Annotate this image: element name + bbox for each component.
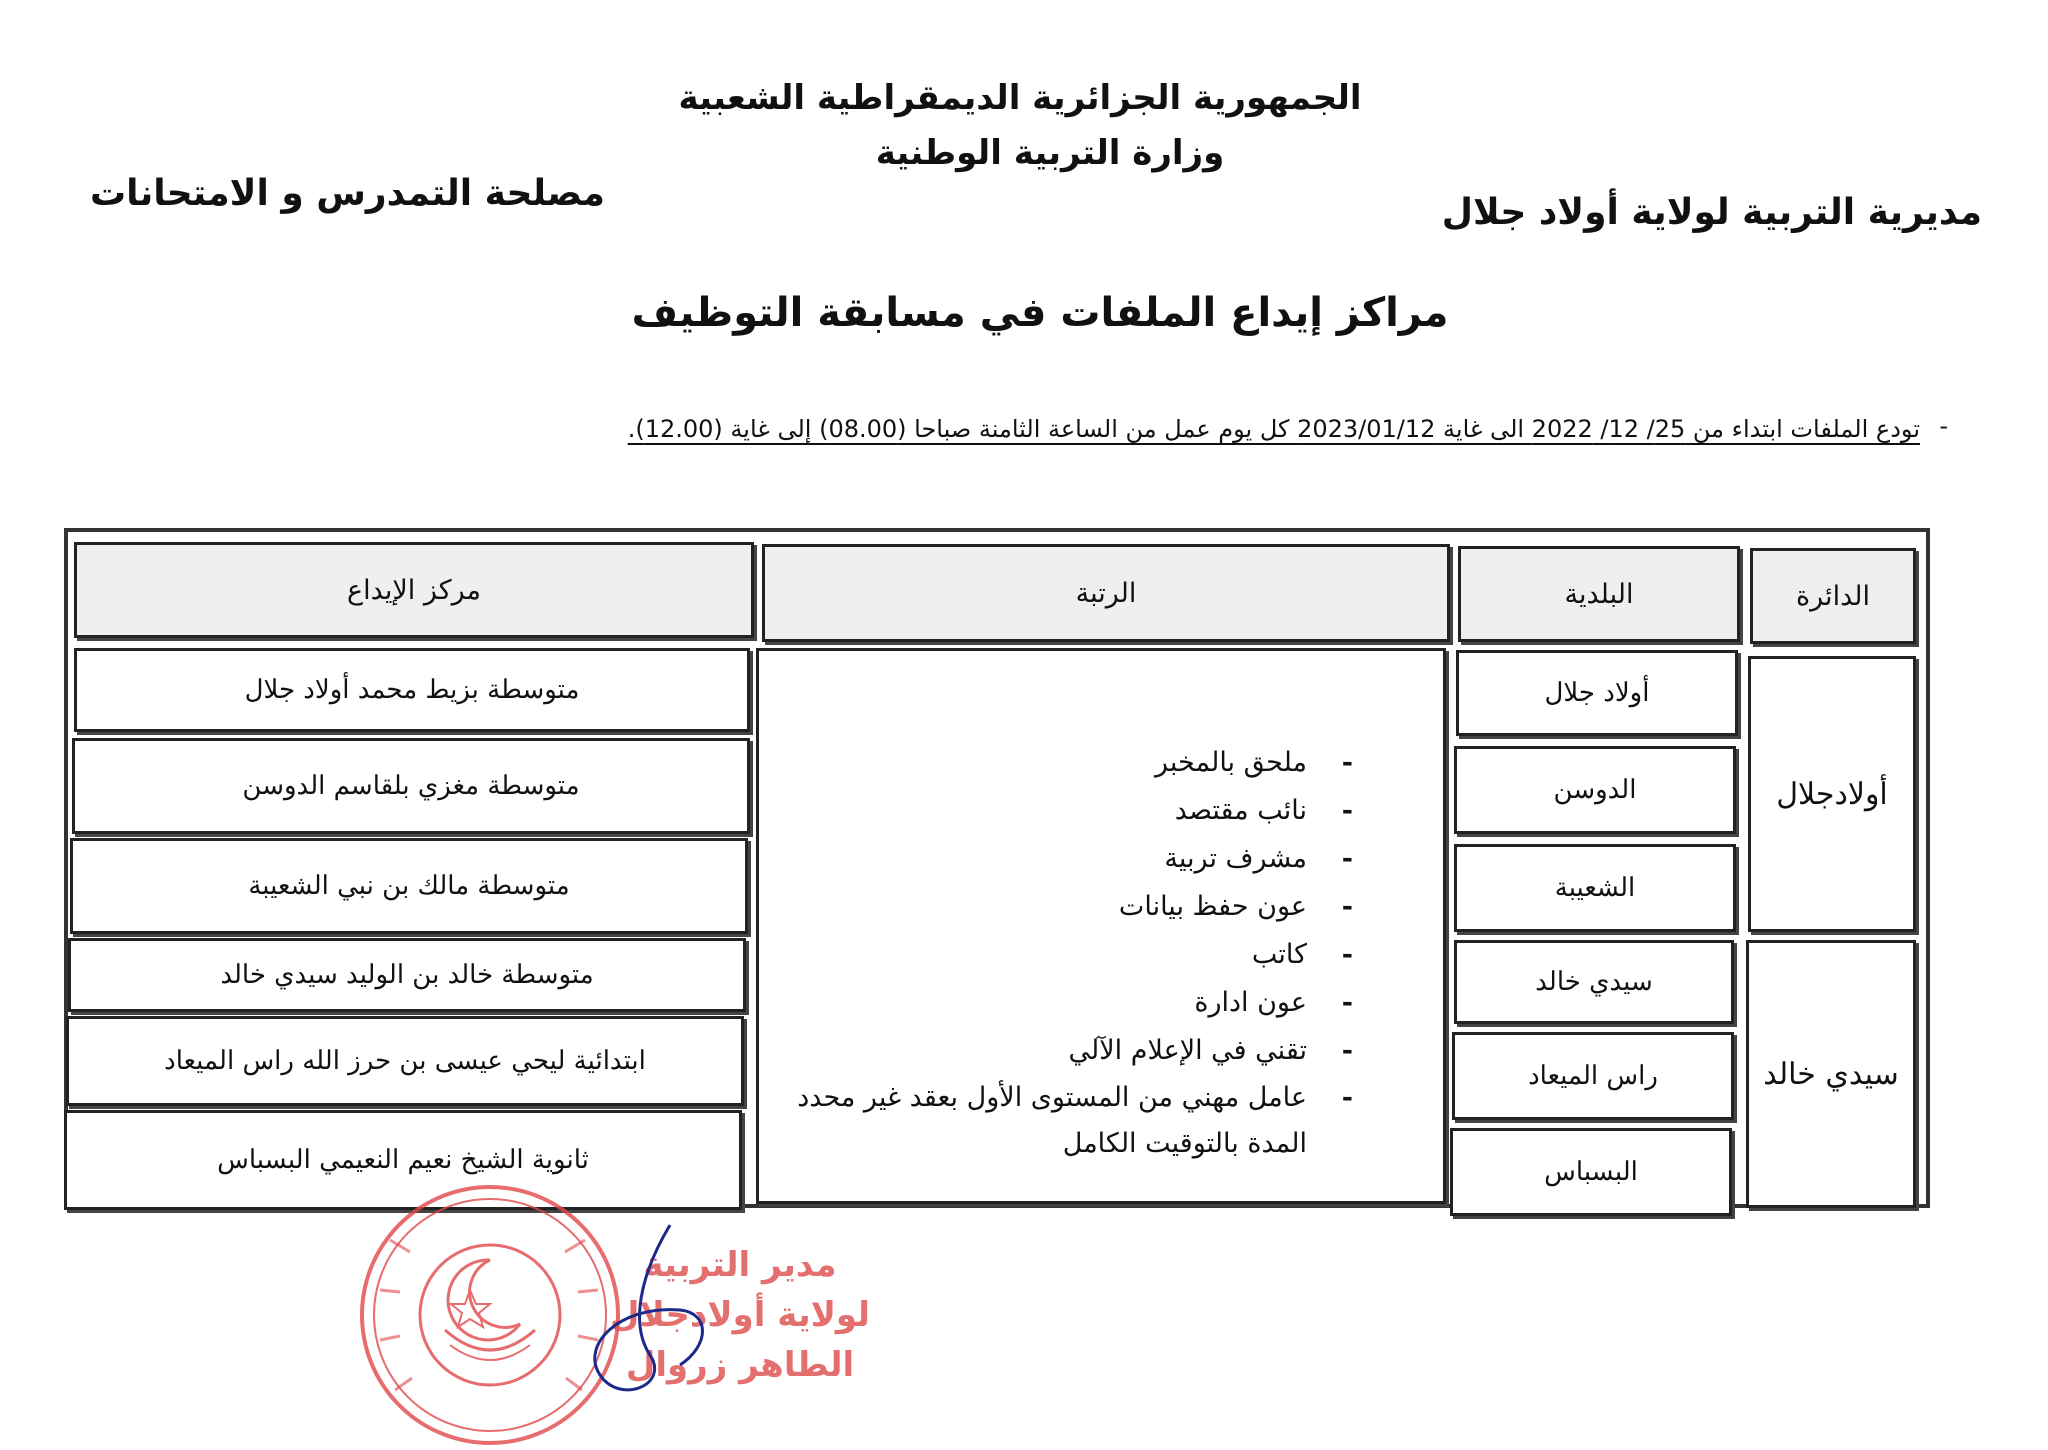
header-center: مركز الإيداع	[74, 542, 754, 638]
directorate-title: مديرية التربية لولاية أولاد جلال	[1441, 192, 1982, 233]
daira-cell: أولادجلال	[1748, 656, 1916, 932]
municipality-cell: البسباس	[1450, 1128, 1732, 1216]
rank-item: - مشرف تربية	[753, 835, 1353, 883]
rank-item: - عامل مهني من المستوى الأول بعقد غير محدد المدة بالتوقيت الكامل	[753, 1075, 1353, 1167]
municipality-cell: أولاد جلال	[1456, 650, 1738, 736]
rank-item: - عون ادارة	[753, 979, 1353, 1027]
rank-item: - عون حفظ بيانات	[753, 883, 1353, 931]
municipality-cell: الشعيبة	[1454, 844, 1736, 932]
center-cell: متوسطة بزيط محمد أولاد جلال	[74, 648, 750, 732]
service-title: مصلحة التمدرس و الامتحانات	[90, 173, 605, 214]
rank-item: - نائب مقتصد	[753, 787, 1353, 835]
republic-title: الجمهورية الجزائرية الديمقراطية الشعبية	[678, 78, 1362, 118]
rank-item: - كاتب	[753, 931, 1353, 979]
signature-title: مدير التربية	[643, 1245, 837, 1285]
center-cell: ابتدائية ليحي عيسى بن حرز الله راس الميعاد	[66, 1016, 744, 1106]
deposit-centers-table	[64, 528, 1930, 1208]
document-title: مراكز إيداع الملفات في مسابقة التوظيف	[631, 290, 1449, 336]
center-cell: متوسطة مغزي بلقاسم الدوسن	[72, 738, 750, 834]
municipality-cell: الدوسن	[1454, 746, 1736, 834]
deposit-notice: تودع الملفات ابتداء من 25/ 12/ 2022 الى غاية 2023/01/12 كل يوم عمل من الساعة الثامنة صباحا (08.00) إلى غاية (12.00).	[627, 415, 1920, 443]
center-cell: متوسطة مالك بن نبي الشعيبة	[70, 838, 748, 934]
header-daira: الدائرة	[1750, 548, 1916, 644]
header-baladiya: البلدية	[1458, 546, 1740, 642]
ministry-title: وزارة التربية الوطنية	[875, 133, 1225, 173]
signature-name: الطاهر زروال	[625, 1345, 855, 1385]
rank-item: - ملحق بالمخبر	[753, 739, 1353, 787]
center-cell: متوسطة خالد بن الوليد سيدي خالد	[68, 938, 746, 1012]
municipality-cell: راس الميعاد	[1452, 1032, 1734, 1120]
rank-list	[753, 739, 1353, 1167]
rank-cell	[756, 648, 1446, 1204]
municipality-cell: سيدي خالد	[1454, 940, 1734, 1024]
daira-cell: سيدي خالد	[1746, 940, 1916, 1208]
notice-bullet: -	[1939, 412, 1948, 440]
handwritten-signature-icon	[560, 1215, 730, 1415]
header-rank: الرتبة	[762, 544, 1450, 642]
center-cell: ثانوية الشيخ نعيم النعيمي البسباس	[64, 1110, 742, 1210]
signature-province: لولاية أولادجلال	[610, 1295, 870, 1335]
rank-item: - تقني في الإعلام الآلي	[753, 1027, 1353, 1075]
